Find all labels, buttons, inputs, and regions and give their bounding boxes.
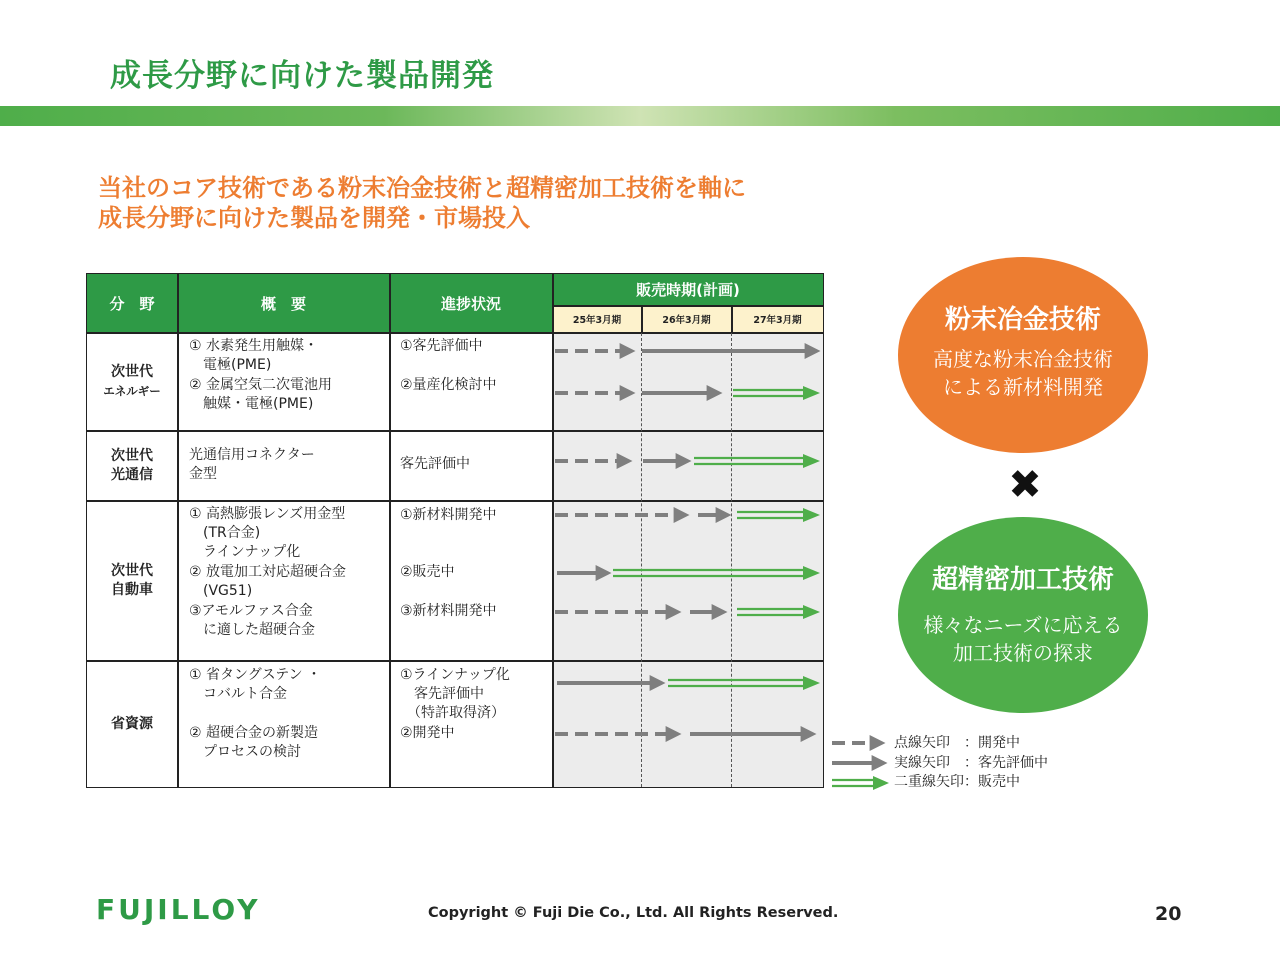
progress-text: ①ラインナップ化 <box>400 667 510 683</box>
precision-machining-circle <box>898 517 1148 713</box>
circle-text: による新材料開発 <box>943 375 1103 399</box>
category-text: 自動車 <box>111 582 153 598</box>
progress-text: ①客先評価中 <box>400 338 483 354</box>
header-progress: 進捗状況 <box>390 274 552 332</box>
progress-text: ②販売中 <box>400 564 455 580</box>
circle-title: 超精密加工技術 <box>931 565 1114 595</box>
double-arrow <box>737 605 820 619</box>
overview-text: ② 超硬合金の新製造 <box>189 725 319 741</box>
overview-text: プロセスの検討 <box>189 744 301 760</box>
overview-text: コバルト合金 <box>189 686 287 702</box>
progress-text: 客先評価中 <box>400 456 470 472</box>
quarter-27: 27年3月期 <box>732 306 823 332</box>
legend-double-arrow <box>832 776 889 790</box>
quarter-25: 25年3月期 <box>553 306 641 332</box>
double-arrow <box>668 676 820 690</box>
category-text: エネルギー <box>103 383 161 398</box>
category-text: 省資源 <box>111 716 153 732</box>
subtitle-line-2: 成長分野に向けた製品を開発・市場投入 <box>98 204 530 232</box>
progress-text: ②開発中 <box>400 725 455 741</box>
circle-text: 様々なニーズに応える <box>923 613 1123 637</box>
circle-title: 粉末冶金技術 <box>944 305 1101 335</box>
overview-text: ② 放電加工対応超硬合金 <box>189 564 347 580</box>
cross-icon: ✖ <box>1008 462 1042 508</box>
double-arrow <box>733 386 820 400</box>
overview-text: ① 高熱膨張レンズ用金型 <box>189 506 346 522</box>
page-title: 成長分野に向けた製品開発 <box>110 58 494 94</box>
overview-text: (VG51) <box>189 583 253 599</box>
overview-text: ③アモルファス合金 <box>189 603 313 619</box>
header-sales: 販売時期(計画) <box>553 274 823 305</box>
category-text: 次世代 <box>111 363 153 380</box>
legend-item-solid: 実線矢印 ：客先評価中 <box>894 755 1048 771</box>
double-arrow <box>737 508 820 522</box>
progress-text: ②量産化検討中 <box>400 377 497 393</box>
quarter-26: 26年3月期 <box>642 306 731 332</box>
progress-text: 客先評価中 <box>400 686 484 702</box>
overview-text: ラインナップ化 <box>189 544 301 560</box>
overview-text: 触媒・電極(PME) <box>189 396 314 412</box>
category-text: 次世代 <box>111 563 153 579</box>
header-overview: 概 要 <box>178 274 389 332</box>
powder-metallurgy-circle <box>898 257 1148 453</box>
overview-text: 金型 <box>189 466 217 482</box>
legend-item-double: 二重線矢印：販売中 <box>894 774 1020 790</box>
overview-text: ① 水素発生用触媒・ <box>189 338 319 354</box>
category-text: 次世代 <box>111 448 153 464</box>
double-arrow <box>694 454 820 468</box>
double-arrow <box>613 566 820 580</box>
circle-text: 加工技術の探求 <box>953 641 1093 665</box>
overview-text: ① 省タングステン ・ <box>189 667 322 683</box>
page-number: 20 <box>1155 903 1182 925</box>
overview-text: (TR合金) <box>189 525 261 541</box>
overview-text: に適した超硬合金 <box>189 622 315 638</box>
overview-text: 光通信用コネクター <box>189 447 315 463</box>
company-logo: FUJILLOY <box>96 893 261 926</box>
progress-text: （特許取得済） <box>400 705 505 721</box>
progress-text: ①新材料開発中 <box>400 507 497 523</box>
progress-text: ③新材料開発中 <box>400 603 497 619</box>
overview-text: ② 金属空気二次電池用 <box>189 377 333 393</box>
category-text: 光通信 <box>111 467 153 483</box>
header-field: 分 野 <box>87 274 177 332</box>
legend-item-dashed: 点線矢印 ：開発中 <box>894 735 1020 751</box>
circle-text: 高度な粉末冶金技術 <box>933 347 1113 371</box>
copyright: Copyright © Fuji Die Co., Ltd. All Rights Reserved. <box>428 905 839 921</box>
subtitle-line-1: 当社のコア技術である粉末冶金技術と超精密加工技術を軸に <box>98 174 746 202</box>
overview-text: 電極(PME) <box>189 357 272 373</box>
